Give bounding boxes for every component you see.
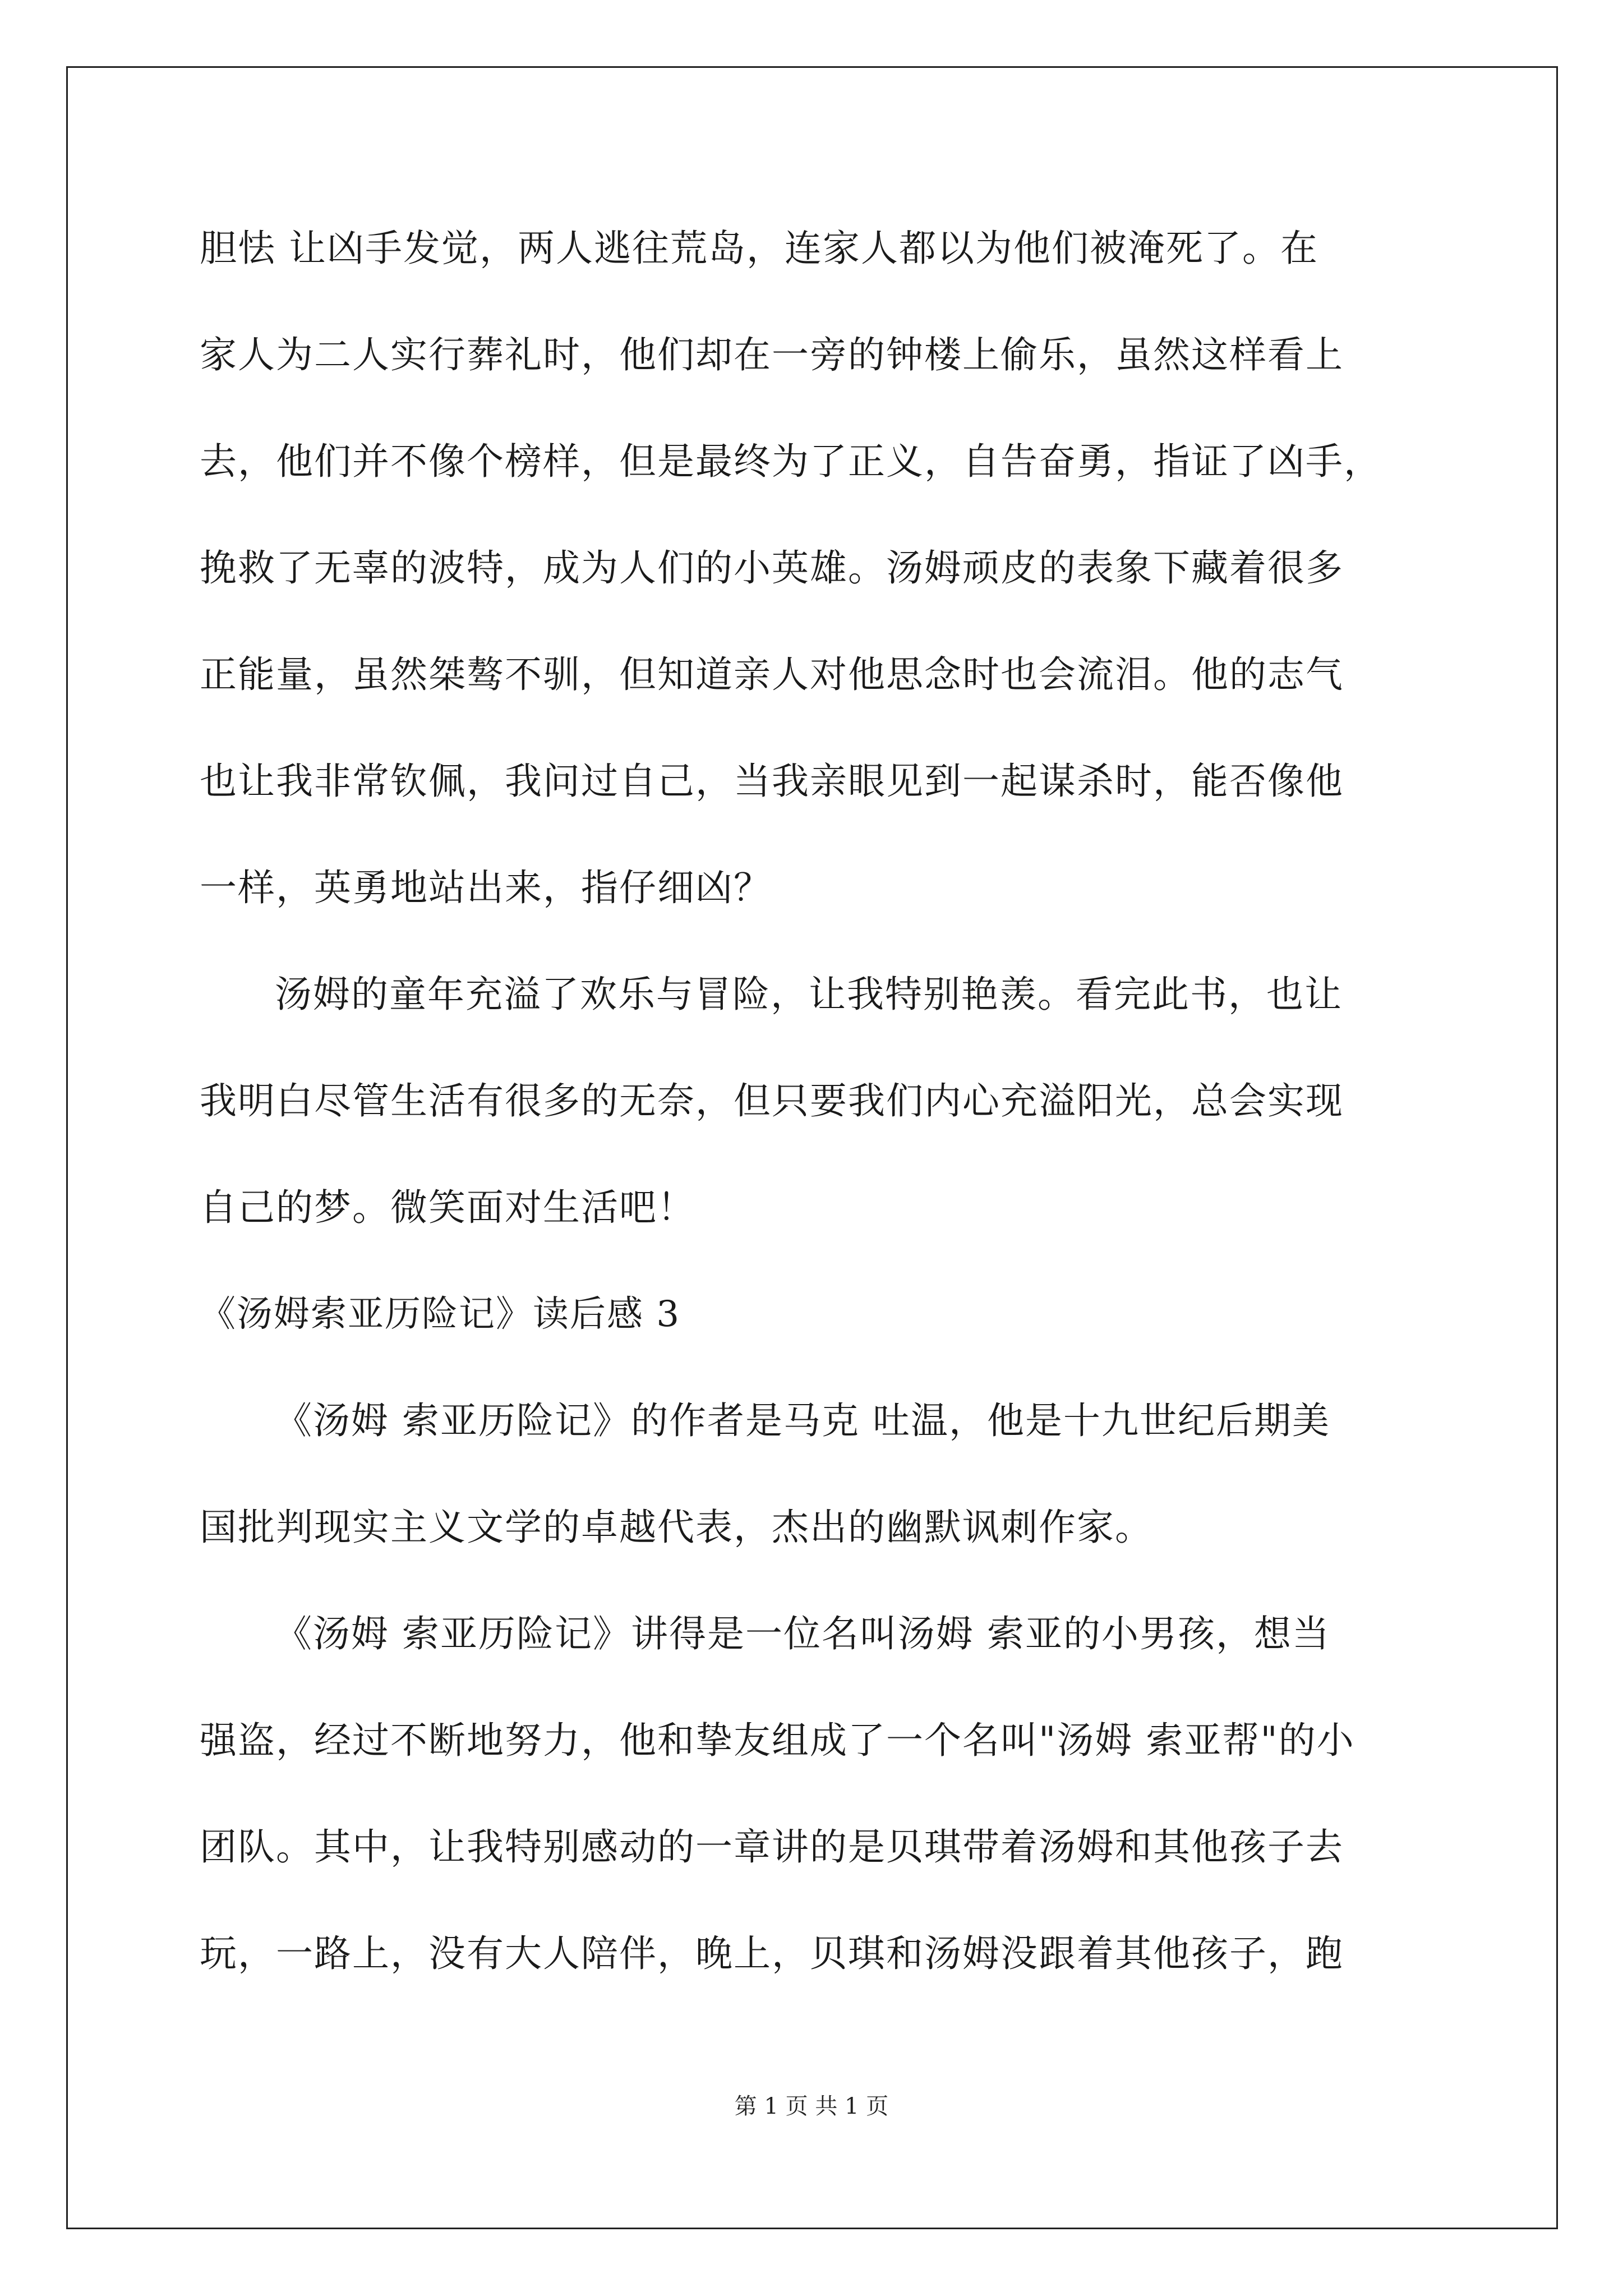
paragraph-line: 我明白尽管生活有很多的无奈，但只要我们内心充溢阳光，总会实现 [200, 1079, 1344, 1122]
paragraph-line: 汤姆的童年充溢了欢乐与冒险，让我特别艳羡。看完此书，也让 [275, 973, 1343, 1016]
paragraph-line: 家人为二人实行葬礼时，他们却在一旁的钟楼上偷乐，虽然这样看上 [200, 333, 1344, 376]
page-border [66, 66, 1558, 2229]
paragraph-line: 《汤姆 索亚历险记》讲得是一位名叫汤姆 索亚的小男孩，想当 [275, 1612, 1330, 1655]
paragraph-line: 去，他们并不像个榜样，但是最终为了正义，自告奋勇，指证了凶手， [200, 440, 1382, 483]
paragraph-line: 自己的梦。微笑面对生活吧！ [200, 1186, 695, 1229]
paragraph-line: 《汤姆 索亚历险记》的作者是马克 吐温，他是十九世纪后期美 [275, 1399, 1330, 1442]
paragraph-line: 一样，英勇地站出来，指仔细凶？ [200, 866, 772, 909]
paragraph-line: 挽救了无辜的波特，成为人们的小英雄。汤姆顽皮的表象下藏着很多 [200, 546, 1344, 590]
paragraph-line: 玩，一路上，没有大人陪伴，晚上，贝琪和汤姆没跟着其他孩子，跑 [200, 1932, 1344, 1975]
page-number-footer: 第 1 页 共 1 页 [734, 2093, 889, 2119]
paragraph-line: 团队。其中，让我特别感动的一章讲的是贝琪带着汤姆和其他孩子去 [200, 1825, 1344, 1869]
section-heading: 《汤姆索亚历险记》读后感 3 [200, 1294, 681, 1335]
paragraph-line: 胆怯 让凶手发觉，两人逃往荒岛，连家人都以为他们被淹死了。在 [200, 227, 1318, 270]
paragraph-line: 也让我非常钦佩，我问过自己，当我亲眼见到一起谋杀时，能否像他 [200, 760, 1344, 803]
paragraph-line: 正能量，虽然桀骜不驯，但知道亲人对他思念时也会流泪。他的志气 [200, 653, 1344, 696]
paragraph-line: 强盗，经过不断地努力，他和挚友组成了一个名叫"汤姆 索亚帮"的小 [200, 1719, 1355, 1762]
paragraph-line: 国批判现实主义文学的卓越代表，杰出的幽默讽刺作家。 [200, 1506, 1153, 1549]
